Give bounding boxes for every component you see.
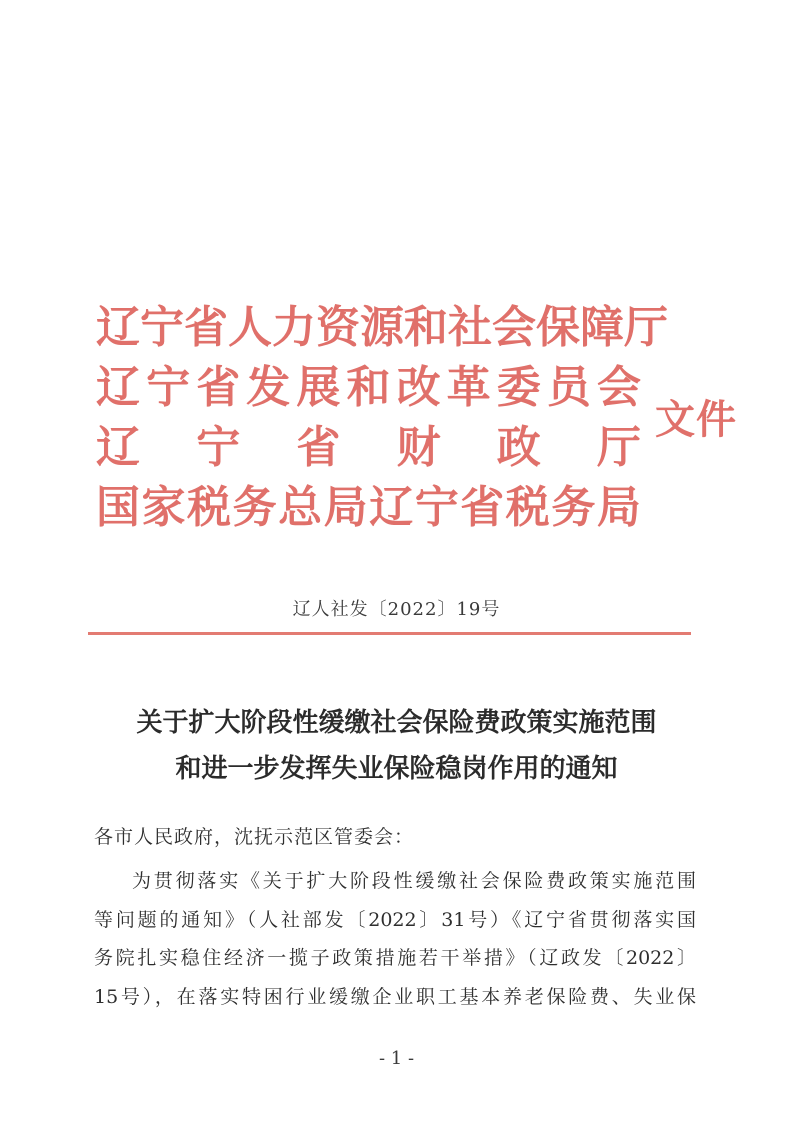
- issuer-char: 宁: [414, 482, 459, 533]
- document-number: 辽人社发〔2022〕19号: [292, 599, 501, 620]
- issuer-char: 革: [446, 362, 491, 413]
- issuer-line-2: [96, 358, 641, 418]
- issuer-char: 源: [360, 302, 404, 353]
- issuer-char: 员: [546, 362, 591, 413]
- title-line-2: 和进一步发挥失业保险稳岗作用的通知: [175, 754, 618, 784]
- salutation: 各市人民政府，沈抚示范区管委会：: [94, 826, 415, 848]
- issuer-char: 发: [246, 362, 291, 413]
- issuer-char: 保: [536, 302, 580, 353]
- issuer-char: 政: [496, 422, 541, 473]
- document-title: [0, 700, 793, 792]
- issuer-char: 省: [184, 302, 228, 353]
- issuer-char: 辽: [96, 422, 140, 473]
- issuer-char: 资: [316, 302, 360, 353]
- issuer-char: 宁: [140, 302, 184, 353]
- issuer-char: 厅: [596, 422, 641, 473]
- body-line-3: 务院扎实稳住经济一揽子政策措施若干举措》（辽政发〔2022〕: [94, 947, 696, 969]
- issuer-char: 力: [272, 302, 316, 353]
- issuer-line-3: [96, 418, 641, 478]
- issuer-char: 和: [404, 302, 448, 353]
- issuer-char: 国: [96, 482, 140, 533]
- issuer-char: 人: [228, 302, 272, 353]
- issuer-line-4: [96, 478, 641, 538]
- issuing-authorities: [96, 298, 668, 538]
- issuer-char: 展: [296, 362, 341, 413]
- issuer-line-1: [96, 298, 668, 358]
- issuer-char: 会: [596, 362, 641, 413]
- issuer-char: 辽: [369, 482, 414, 533]
- body-line-2: 等问题的通知》（人社部发〔2022〕31号）《辽宁省贯彻落实国: [94, 908, 696, 931]
- issuer-char: 税: [505, 482, 550, 533]
- document-suffix: 文件: [655, 397, 737, 443]
- issuer-char: 委: [496, 362, 541, 413]
- issuer-char: 省: [196, 362, 241, 413]
- body-line-1: 为贯彻落实《关于扩大阶段性缓缴社会保险费政策实施范围: [132, 870, 696, 892]
- issuer-char: 省: [296, 422, 341, 473]
- issuer-char: 厅: [624, 302, 668, 353]
- issuer-char: 辽: [96, 302, 140, 353]
- issuer-char: 财: [396, 422, 441, 473]
- issuer-char: 会: [492, 302, 536, 353]
- issuer-char: 省: [460, 482, 505, 533]
- page-number: - 1 -: [378, 1048, 415, 1069]
- issuer-char: 家: [141, 482, 186, 533]
- issuer-char: 社: [448, 302, 492, 353]
- issuer-char: 辽: [96, 362, 140, 413]
- body-paragraph: [94, 862, 696, 1016]
- issuer-char: 宁: [146, 362, 191, 413]
- issuer-char: 和: [346, 362, 391, 413]
- issuer-char: 障: [580, 302, 624, 353]
- issuer-char: 务: [232, 482, 277, 533]
- title-line-1: 关于扩大阶段性缓缴社会保险费政策实施范围: [136, 708, 657, 738]
- issuer-char: 改: [396, 362, 441, 413]
- issuer-char: 宁: [196, 422, 241, 473]
- issuer-char: 税: [187, 482, 232, 533]
- issuer-char: 务: [551, 482, 596, 533]
- issuer-char: 局: [596, 482, 641, 533]
- red-divider-line: [88, 632, 691, 635]
- issuer-char: 局: [323, 482, 368, 533]
- issuer-char: 总: [278, 482, 323, 533]
- body-line-4: 15号），在落实特困行业缓缴企业职工基本养老保险费、失业保: [94, 985, 696, 1008]
